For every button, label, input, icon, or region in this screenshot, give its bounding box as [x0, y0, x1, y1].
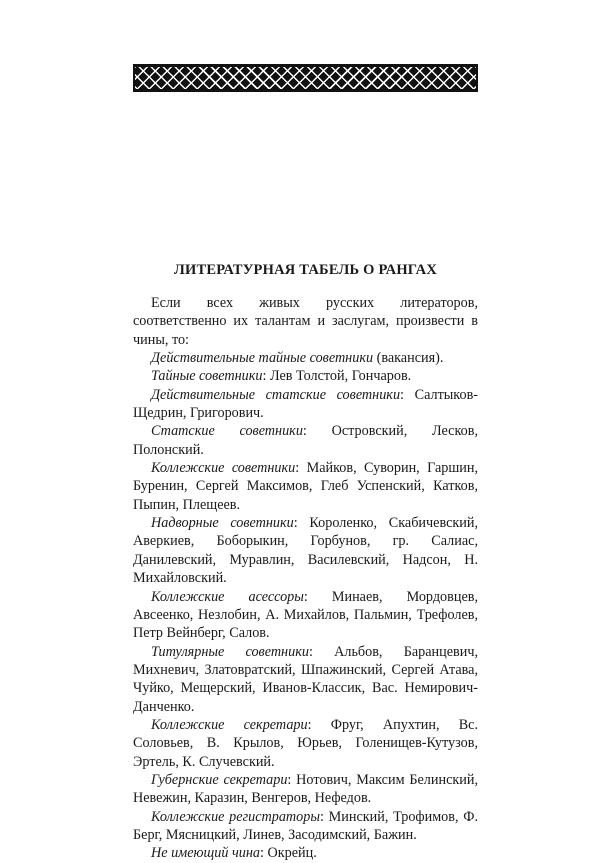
rank-names: : Фруг, Апухтин, Вс. Соловьев, В. Крылов, Юрьев, Голенищев-Кутузов, Эртель, К. Случевский.: [133, 716, 479, 770]
rank-title: Титулярные советники: [151, 643, 309, 660]
intro-paragraph: Если всех живых русских литераторов, соответственно их талантам и заслугам, произвести в чины, то:: [133, 295, 478, 348]
rank-names: : Островский, Лесков, Полонский.: [133, 423, 478, 458]
rank-title: Надворные советники: [151, 515, 294, 532]
rank-names: : Лев Толстой, Гончаров.: [262, 368, 412, 385]
rank-entry: [133, 808, 478, 845]
decorative-border-ornament: [133, 64, 478, 92]
rank-entry: [133, 588, 478, 643]
rank-entry: [133, 643, 478, 716]
rank-title: Губернские секретари: [151, 771, 288, 788]
rank-entry: [133, 349, 478, 367]
rank-names: : Минаев, Мордовцев, Авсеенко, Незлобин, А. Михайлов, Пальмин, Трефолев, Петр Вейнберг, Салов.: [133, 588, 478, 642]
rank-names: : Нотович, Максим Белинский, Невежин, Каразин, Венгеров, Нефедов.: [133, 771, 478, 807]
rank-entry: [133, 716, 478, 771]
rank-names: : Салтыков-Щедрин, Григорович.: [133, 386, 478, 422]
rank-names: : Окрейц.: [259, 845, 317, 862]
document-body: [133, 294, 478, 863]
page-title: ЛИТЕРАТУРНАЯ ТАБЕЛЬ О РАНГАХ: [174, 262, 437, 278]
rank-names: : Альбов, Баранцевич, Михневич, Златовратский, Шпажинский, Сергей Атава, Чуйко, Мещерский, Иванов-Классик, Вас. Немирович-Данченко.: [133, 643, 479, 715]
rank-title: Статские советники: [151, 423, 303, 440]
rank-entry: [133, 422, 478, 459]
rank-title: Коллежские советники: [151, 460, 296, 477]
rank-entry: [133, 459, 478, 514]
rank-entry: [133, 514, 478, 587]
rank-names: (вакансия).: [373, 350, 444, 367]
rank-title: Не имеющий чина: [151, 845, 260, 862]
rank-title: Тайные советники: [151, 368, 263, 385]
rank-title: Действительные тайные советники: [151, 350, 374, 367]
rank-title: Действительные статские советники: [151, 386, 401, 403]
rank-title: Коллежские регистраторы: [151, 808, 320, 825]
rank-entry: [133, 771, 478, 808]
rank-names: : Короленко, Скабичевский, Аверкиев, Боборыкин, Горбунов, гр. Салиас, Данилевский, Муравлин, Василевский, Надсон, Н. Михайловский.: [133, 515, 478, 587]
rank-title: Коллежские асессоры: [151, 588, 304, 605]
rank-names: : Минский, Трофимов, Ф. Берг, Мясницкий, Линев, Засодимский, Бажин.: [133, 808, 478, 843]
rank-entry: [133, 844, 478, 862]
rank-title: Коллежские секретари: [151, 716, 308, 733]
rank-entry: [133, 367, 478, 385]
rank-names: : Майков, Суворин, Гаршин, Буренин, Сергей Максимов, Глеб Успенский, Катков, Пыпин, Плещеев.: [133, 460, 479, 513]
rank-entry: [133, 386, 478, 423]
